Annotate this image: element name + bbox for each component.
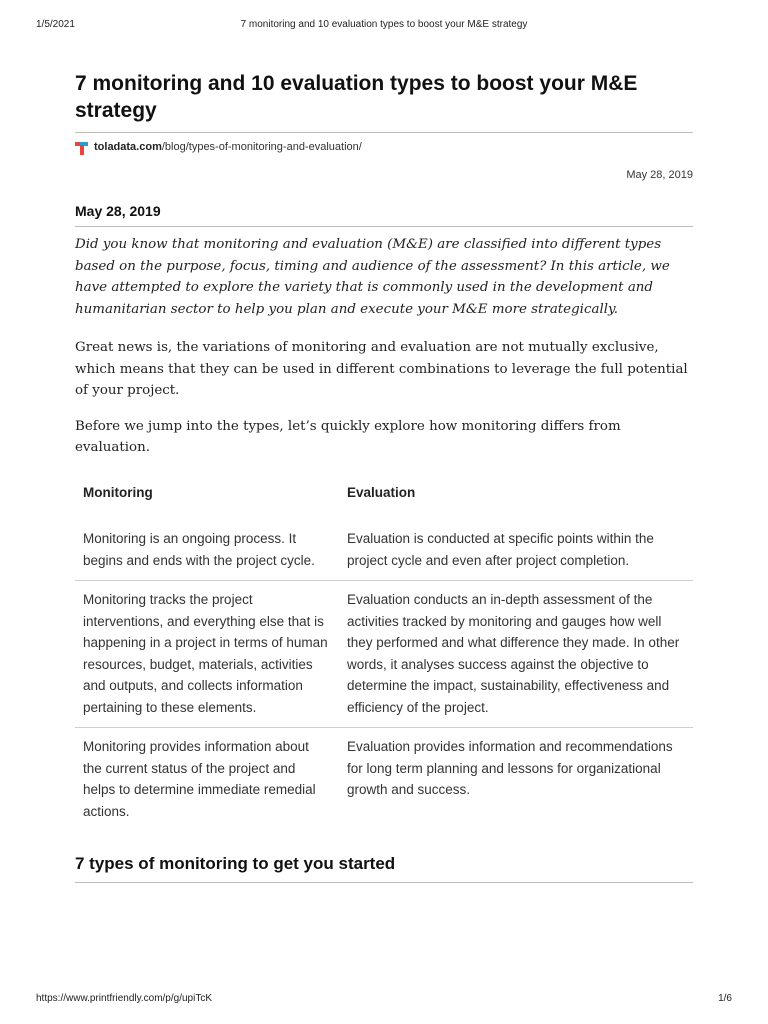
date-heading: May 28, 2019 bbox=[75, 203, 161, 219]
body-paragraph-2: Before we jump into the types, let’s quickly explore how monitoring differs from evaluation. bbox=[75, 418, 621, 455]
source-domain-link[interactable]: toladata.com bbox=[94, 141, 162, 153]
table-row bbox=[75, 581, 693, 728]
table-header-monitoring: Monitoring bbox=[83, 484, 153, 500]
toladata-logo-icon bbox=[75, 140, 89, 155]
table-cell-monitoring: Monitoring tracks the project interventions, and everything else that is happening in a project in terms of human resources, budget, materials, activities and outputs, and collects information pertaining to these elements. bbox=[75, 581, 339, 728]
publish-date: May 28, 2019 bbox=[626, 169, 693, 181]
title-divider bbox=[75, 132, 693, 133]
date-divider bbox=[75, 226, 693, 227]
section-heading: 7 types of monitoring to get you started bbox=[75, 854, 396, 873]
table-row bbox=[75, 520, 693, 581]
print-date: 1/5/2021 bbox=[36, 19, 75, 30]
print-url: https://www.printfriendly.com/p/g/upiTcK bbox=[36, 993, 212, 1004]
page-number: 1/6 bbox=[718, 993, 732, 1004]
article bbox=[75, 70, 693, 883]
table-cell-monitoring: Monitoring is an ongoing process. It begins and ends with the project cycle. bbox=[75, 520, 339, 581]
intro-paragraph: Did you know that monitoring and evaluation (M&E) are classified into different types based on the purpose, focus, timing and audience of the assessment? In this article, we have attempted to explore the variety that is commonly used in the development and humanitarian sector to help you plan and execute your M&E more strategically. bbox=[75, 237, 670, 317]
table-cell-evaluation: Evaluation conducts an in-depth assessment of the activities tracked by monitoring and gauges how well they performed and what difference they made. In other words, it analyses success against the objective to determine the impact, sustainability, effectiveness and efficiency of the project. bbox=[339, 581, 693, 728]
table-row bbox=[75, 728, 693, 832]
source-line bbox=[75, 139, 693, 155]
article-title: 7 monitoring and 10 evaluation types to boost your M&E strategy bbox=[75, 72, 638, 122]
print-footer bbox=[0, 993, 768, 1005]
body-paragraph-1: Great news is, the variations of monitoring and evaluation are not mutually exclusive, which means that they can be used in different combinations to leverage the full potential of your project. bbox=[75, 340, 688, 398]
comparison-table bbox=[75, 475, 693, 832]
table-cell-evaluation: Evaluation is conducted at specific points within the project cycle and even after project completion. bbox=[339, 520, 693, 581]
table-header-evaluation: Evaluation bbox=[347, 484, 416, 500]
print-header bbox=[0, 19, 768, 31]
print-page-title: 7 monitoring and 10 evaluation types to boost your M&E strategy bbox=[240, 19, 528, 30]
section-divider bbox=[75, 882, 693, 883]
table-cell-evaluation: Evaluation provides information and recommendations for long term planning and lessons for organizational growth and success. bbox=[347, 739, 673, 797]
table-header-row bbox=[75, 475, 693, 521]
table-cell-monitoring: Monitoring provides information about the current status of the project and helps to determine immediate remedial actions. bbox=[83, 739, 316, 819]
source-path-link[interactable]: /blog/types-of-monitoring-and-evaluation/ bbox=[161, 141, 362, 153]
